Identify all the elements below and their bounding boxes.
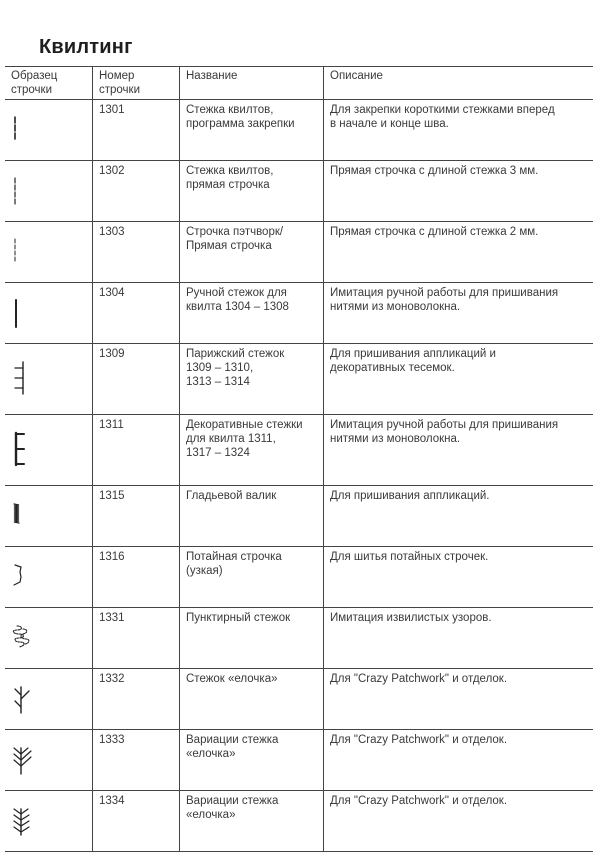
table-header-row [5, 67, 593, 100]
stitch-description: Для "Crazy Patchwork" и отделок. [324, 730, 594, 791]
stitch-name: Стежка квилтов, прямая строчка [180, 161, 324, 222]
stitch-number: 1333 [93, 730, 180, 791]
stitch-number: 1302 [93, 161, 180, 222]
stitch-number: 1316 [93, 547, 180, 608]
stitch-1333-icon [11, 746, 37, 776]
stitch-name: Декоративные стежки для квилта 1311, 1317 – 1324 [180, 415, 324, 486]
stitch-sample [5, 100, 93, 161]
stitch-name: Стежка квилтов, программа закрепки [180, 100, 324, 161]
stitch-number: 1301 [93, 100, 180, 161]
stitch-sample [5, 415, 93, 486]
stitch-sample [5, 486, 93, 547]
table-row [5, 283, 593, 344]
stitch-number: 1309 [93, 344, 180, 415]
stitch-1331-icon [11, 624, 35, 654]
stitch-description: Имитация ручной работы для пришивания нитями из моноволокна. [324, 415, 594, 486]
stitch-number: 1303 [93, 222, 180, 283]
stitch-1302-icon [11, 177, 31, 207]
stitch-1316-icon [11, 563, 31, 593]
stitch-description: Прямая строчка с длиной стежка 3 мм. [324, 161, 594, 222]
stitch-1311-icon [11, 431, 31, 471]
stitch-number: 1334 [93, 791, 180, 852]
stitch-1332-icon [11, 685, 35, 715]
page-title: Квилтинг [39, 36, 133, 58]
stitch-description: Для "Crazy Patchwork" и отделок. [324, 791, 594, 852]
table-row [5, 547, 593, 608]
stitch-1309-icon [11, 360, 31, 400]
stitch-sample [5, 791, 93, 852]
stitch-1304-icon [11, 299, 31, 329]
stitch-sample [5, 344, 93, 415]
stitch-name: Стежок «елочка» [180, 669, 324, 730]
stitch-name: Вариации стежка «елочка» [180, 730, 324, 791]
stitch-description: Для шитья потайных строчек. [324, 547, 594, 608]
stitch-description: Имитация извилистых узоров. [324, 608, 594, 669]
table-row [5, 344, 593, 415]
stitch-sample [5, 730, 93, 791]
table-row [5, 222, 593, 283]
stitch-name: Гладьевой валик [180, 486, 324, 547]
column-header-name: Название [180, 67, 324, 100]
stitch-number: 1304 [93, 283, 180, 344]
column-header-number: Номер строчки [93, 67, 180, 100]
table-row [5, 791, 593, 852]
stitch-name: Ручной стежок для квилта 1304 – 1308 [180, 283, 324, 344]
table-row [5, 669, 593, 730]
stitch-description: Для пришивания аппликаций и декоративных тесемок. [324, 344, 594, 415]
stitch-number: 1315 [93, 486, 180, 547]
stitch-1301-icon [11, 116, 31, 146]
stitch-number: 1311 [93, 415, 180, 486]
stitch-1315-icon [11, 502, 31, 532]
stitch-1303-icon [11, 238, 31, 268]
stitch-number: 1332 [93, 669, 180, 730]
stitch-description: Прямая строчка с длиной стежка 2 мм. [324, 222, 594, 283]
column-header-sample: Образец строчки [5, 67, 93, 100]
stitch-table [5, 66, 593, 852]
stitch-name: Пунктирный стежок [180, 608, 324, 669]
stitch-sample [5, 669, 93, 730]
stitch-sample [5, 283, 93, 344]
stitch-name: Вариации стежка «елочка» [180, 791, 324, 852]
table-row [5, 730, 593, 791]
stitch-sample [5, 608, 93, 669]
stitch-description: Для закрепки короткими стежками вперед в начале и конце шва. [324, 100, 594, 161]
column-header-description: Описание [324, 67, 594, 100]
table-row [5, 608, 593, 669]
stitch-description: Для "Crazy Patchwork" и отделок. [324, 669, 594, 730]
stitch-1334-icon [11, 807, 37, 837]
stitch-sample [5, 547, 93, 608]
stitch-sample [5, 222, 93, 283]
stitch-description: Имитация ручной работы для пришивания нитями из моноволокна. [324, 283, 594, 344]
stitch-sample [5, 161, 93, 222]
table-row [5, 100, 593, 161]
stitch-name: Потайная строчка (узкая) [180, 547, 324, 608]
table-row [5, 415, 593, 486]
stitch-description: Для пришивания аппликаций. [324, 486, 594, 547]
stitch-name: Строчка пэтчворк/ Прямая строчка [180, 222, 324, 283]
table-row [5, 486, 593, 547]
stitch-number: 1331 [93, 608, 180, 669]
stitch-name: Парижский стежок 1309 – 1310, 1313 – 1314 [180, 344, 324, 415]
table-row [5, 161, 593, 222]
